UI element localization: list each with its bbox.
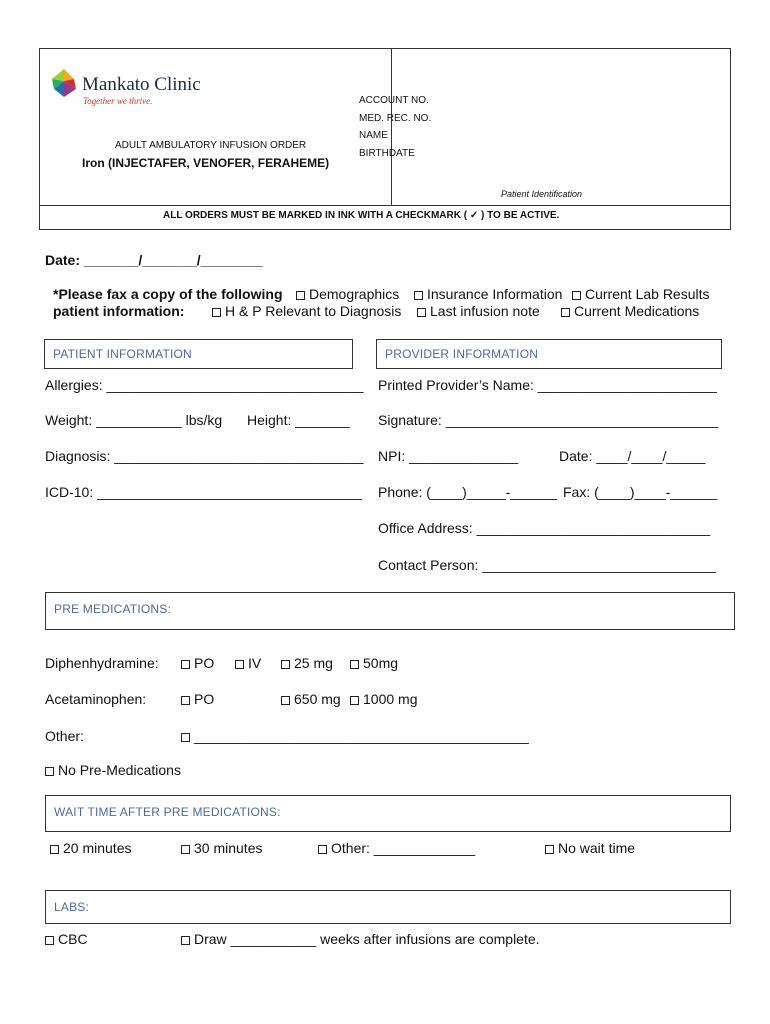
provider-info-heading: PROVIDER INFORMATION xyxy=(385,347,539,361)
checkbox-icon[interactable] xyxy=(296,291,305,300)
checkbox-icon[interactable] xyxy=(45,936,54,945)
diagnosis-field[interactable]: Diagnosis: ________________________________ xyxy=(45,448,364,464)
checkbox-icon[interactable] xyxy=(235,660,244,669)
draw-option[interactable] xyxy=(181,931,540,947)
dose-650-label: 650 mg xyxy=(294,691,341,707)
fax-lab-results-label: Current Lab Results xyxy=(585,286,710,302)
patient-info-heading: PATIENT INFORMATION xyxy=(53,347,192,361)
checkbox-icon[interactable] xyxy=(181,733,190,742)
no-wait-label: No wait time xyxy=(558,840,636,856)
logo-name: Mankato Clinic xyxy=(82,74,201,95)
phone-field[interactable]: Phone: (____)_____-______ xyxy=(378,484,558,500)
po-label: PO xyxy=(194,655,215,671)
npi-field[interactable]: NPI: ______________ xyxy=(378,448,519,464)
dose-50-label: 50mg xyxy=(363,655,399,671)
checkbox-icon[interactable] xyxy=(414,291,423,300)
wait-30-label: 30 minutes xyxy=(194,840,263,856)
weight-field[interactable]: Weight: ___________ lbs/kg xyxy=(45,412,223,428)
cbc-label: CBC xyxy=(58,931,88,947)
checkbox-icon[interactable] xyxy=(350,660,359,669)
checkbox-icon[interactable] xyxy=(281,660,290,669)
acetaminophen-po-option[interactable] xyxy=(181,691,214,707)
logo-tagline: Together we thrive. xyxy=(83,96,153,106)
fax-demographics-label: Demographics xyxy=(309,286,400,302)
wait-30-option[interactable] xyxy=(181,840,262,856)
mankato-clinic-logo-icon xyxy=(50,67,78,99)
fax-request-line2: patient information: xyxy=(53,303,185,319)
checkbox-icon[interactable] xyxy=(181,696,190,705)
po-label: PO xyxy=(194,691,215,707)
fax-lab-results-option[interactable] xyxy=(572,286,710,302)
height-field[interactable]: Height: _______ xyxy=(247,412,350,428)
fax-meds-option[interactable] xyxy=(561,303,699,319)
dose-25-label: 25 mg xyxy=(294,655,333,671)
fax-field[interactable]: Fax: (____)____-______ xyxy=(563,484,718,500)
other-premed-option[interactable] xyxy=(181,728,529,744)
header-divider-horizontal xyxy=(40,205,730,206)
acetaminophen-label: Acetaminophen: xyxy=(45,691,147,707)
birthdate-label: BIRTHDATE xyxy=(359,148,415,159)
diphenhydramine-label: Diphenhydramine: xyxy=(45,655,159,671)
office-address-field[interactable]: Office Address: ______________________________ xyxy=(378,520,711,536)
order-title: Iron (INJECTAFER, VENOFER, FERAHEME) xyxy=(82,156,330,170)
fax-insurance-label: Insurance Information xyxy=(427,286,563,302)
wait-other-label: Other: _____________ xyxy=(331,840,476,856)
checkbox-icon[interactable] xyxy=(561,308,570,317)
no-premedications-option[interactable] xyxy=(45,762,181,778)
labs-heading: LABS: xyxy=(54,900,90,914)
diphenhydramine-25mg-option[interactable] xyxy=(281,655,333,671)
fax-hp-label: H & P Relevant to Diagnosis xyxy=(225,303,402,319)
checkbox-icon[interactable] xyxy=(572,291,581,300)
provider-date-field[interactable]: Date: ____/____/_____ xyxy=(559,448,706,464)
patient-identification-label: Patient Identification xyxy=(501,189,583,199)
other-premed-line[interactable]: ___________________________________________ xyxy=(194,728,529,744)
fax-request-line1 xyxy=(53,286,283,302)
fax-meds-label: Current Medications xyxy=(574,303,700,319)
diphenhydramine-po-option[interactable] xyxy=(181,655,214,671)
icd10-field[interactable]: ICD-10: __________________________________ xyxy=(45,484,362,500)
checkmark-notice: ALL ORDERS MUST BE MARKED IN INK WITH A CHECKMARK ( ✓ ) TO BE ACTIVE. xyxy=(163,210,560,221)
patient-info-section xyxy=(44,339,353,369)
wait-other-option[interactable] xyxy=(318,840,475,856)
checkbox-icon[interactable] xyxy=(350,696,359,705)
header-box xyxy=(39,48,731,230)
order-type: ADULT AMBULATORY INFUSION ORDER xyxy=(115,140,307,151)
no-premedications-label: No Pre-Medications xyxy=(58,762,181,778)
wait-20-label: 20 minutes xyxy=(63,840,132,856)
order-date-field[interactable]: Date: _______/_______/________ xyxy=(45,252,263,268)
diphenhydramine-50mg-option[interactable] xyxy=(350,655,398,671)
header-divider-vertical xyxy=(391,49,392,205)
wait-20-option[interactable] xyxy=(50,840,131,856)
pre-medications-section xyxy=(45,592,735,630)
no-wait-option[interactable] xyxy=(545,840,635,856)
fax-demographics-option[interactable] xyxy=(296,286,399,302)
other-premed-label: Other: xyxy=(45,728,84,744)
iv-label: IV xyxy=(248,655,262,671)
provider-info-section xyxy=(376,339,722,369)
diphenhydramine-iv-option[interactable] xyxy=(235,655,261,671)
draw-label: Draw ___________ weeks after infusions are complete. xyxy=(194,931,540,947)
checkbox-icon[interactable] xyxy=(181,660,190,669)
pre-medications-heading: PRE MEDICATIONS: xyxy=(54,602,171,616)
provider-name-field[interactable]: Printed Provider’s Name: _______________________ xyxy=(378,377,717,393)
acetaminophen-1000mg-option[interactable] xyxy=(350,691,417,707)
checkbox-icon[interactable] xyxy=(45,767,54,776)
wait-time-heading: WAIT TIME AFTER PRE MEDICATIONS: xyxy=(54,805,281,819)
labs-section xyxy=(45,890,731,924)
contact-person-field[interactable]: Contact Person: ______________________________ xyxy=(378,557,716,573)
wait-time-section xyxy=(45,795,731,832)
allergies-field[interactable]: Allergies: _________________________________ xyxy=(45,377,364,393)
med-rec-no-label: MED. REC. NO. xyxy=(359,113,432,124)
fax-last-note-label: Last infusion note xyxy=(430,303,540,319)
name-label: NAME xyxy=(359,130,388,141)
provider-signature-field[interactable]: Signature: ___________________________________ xyxy=(378,412,719,428)
checkbox-icon[interactable] xyxy=(212,308,221,317)
acetaminophen-650mg-option[interactable] xyxy=(281,691,341,707)
checkbox-icon[interactable] xyxy=(318,845,327,854)
checkbox-icon[interactable] xyxy=(50,845,59,854)
checkbox-icon[interactable] xyxy=(417,308,426,317)
account-no-label: ACCOUNT NO. xyxy=(359,95,429,106)
fax-last-note-option[interactable] xyxy=(417,303,540,319)
checkbox-icon[interactable] xyxy=(181,936,190,945)
fax-request-prefix: *Please fax a copy of the following xyxy=(53,286,283,302)
cbc-option[interactable] xyxy=(45,931,88,947)
checkbox-icon[interactable] xyxy=(281,696,290,705)
fax-insurance-option[interactable] xyxy=(414,286,562,302)
fax-hp-option[interactable] xyxy=(212,303,401,319)
checkbox-icon[interactable] xyxy=(545,845,554,854)
checkbox-icon[interactable] xyxy=(181,845,190,854)
dose-1000-label: 1000 mg xyxy=(363,691,418,707)
